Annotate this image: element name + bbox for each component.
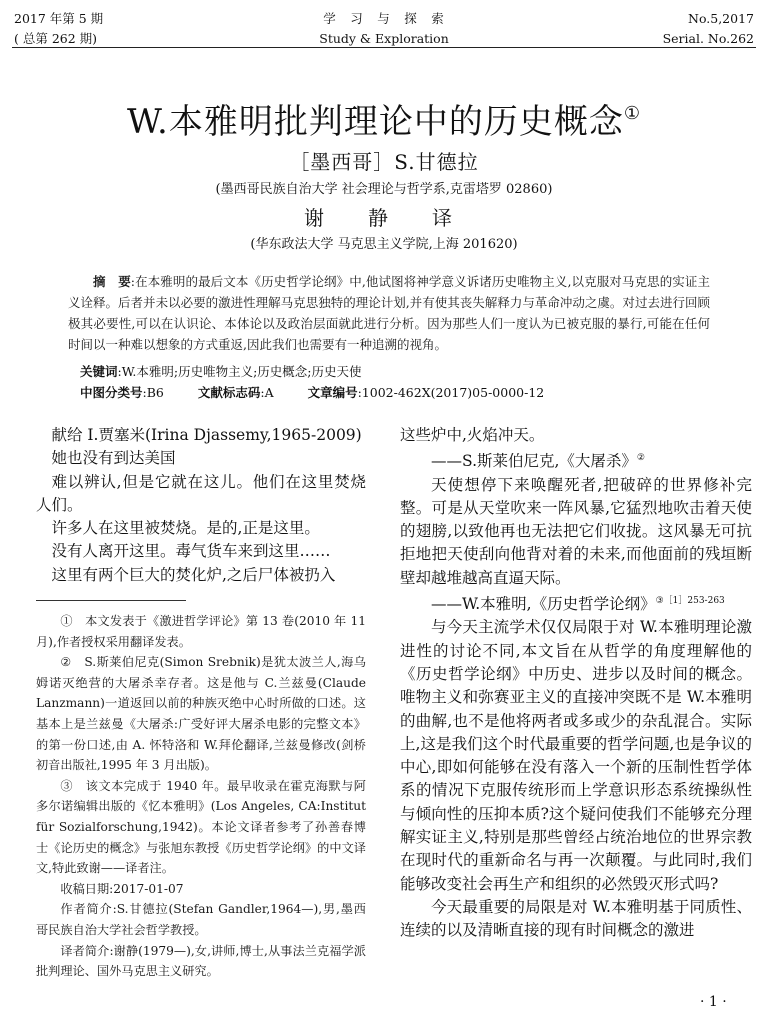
footnote-rule bbox=[36, 600, 186, 601]
received-date: 收稿日期:2017-01-07 bbox=[60, 881, 184, 896]
quote-attribution bbox=[400, 590, 752, 616]
journal-issue: 2017 年第 5 期 bbox=[14, 11, 104, 26]
poem-attribution bbox=[400, 447, 752, 473]
poem-line: 难以辨认,但是它就在这儿。他们在这里焚烧人们。 bbox=[36, 472, 366, 514]
left-column bbox=[36, 424, 366, 587]
journal-name-english: Study & Exploration bbox=[319, 31, 449, 46]
angel-quote: 天使想停下来唤醒死者,把破碎的世界修补完整。可是从天堂吹来一阵风暴,它猛烈地吹击着天使的翅膀,以致他再也无法把它们收拢。这风暴无可抗拒地把天使刮向他背对着的未来,而他面前的残垣断壁却越堆越高直逼天际。 bbox=[400, 475, 752, 587]
classification-line bbox=[80, 382, 544, 403]
header-rule bbox=[12, 47, 756, 48]
article-title-text: W.本雅明批判理论中的历史概念 bbox=[127, 102, 624, 142]
dedication: 献给 I.贾塞米(Irina Djassemy,1965-2009) bbox=[51, 426, 362, 444]
article-title bbox=[0, 92, 768, 144]
author-name: ［墨西哥］S.甘德拉 bbox=[289, 150, 479, 174]
article-number-label: 文章编号 bbox=[307, 385, 358, 400]
journal-serial-number: Serial. No.262 bbox=[662, 31, 754, 46]
journal-serial: ( 总第 262 期) bbox=[14, 31, 98, 46]
keywords-text: :W.本雅明;历史唯物主义;历史概念;历史天使 bbox=[117, 364, 362, 379]
footnote-2: ② S.斯莱伯尼克(Simon Srebnik)是犹太波兰人,海乌姆诺灭绝营的大屠杀幸存者。这是他与 C.兰兹曼(Claude Lanzmann)一道返回以前的种族灭绝中心时所做的口述。这基本上是兰兹曼《大屠杀:广受好评大屠杀电影的完整文本》的第一份口述,由 A. 怀特洛和 W.拜伦翻译,兰兹曼修改(剑桥初音出版社,1995 年 3 月出版)。 bbox=[36, 655, 366, 773]
doc-code-label: 文献标志码 bbox=[197, 385, 261, 400]
poem-line: 许多人在这里被焚烧。是的,正是这里。 bbox=[51, 519, 320, 538]
quote-attribution-text: ——W.本雅明,《历史哲学论纲》 bbox=[431, 595, 656, 614]
page-number: · 1 · bbox=[700, 994, 727, 1010]
abstract bbox=[68, 271, 710, 355]
keywords bbox=[80, 361, 362, 382]
keywords-label: 关键词 bbox=[80, 364, 118, 379]
author-bio: 作者简介:S.甘德拉(Stefan Gandler,1964—),男,墨西哥民族自治大学社会哲学教授。 bbox=[36, 902, 366, 937]
right-column bbox=[400, 424, 752, 943]
poem-attribution-text: ——S.斯莱伯尼克,《大屠杀》 bbox=[431, 452, 637, 471]
poem-line: 她也没有到达美国 bbox=[51, 449, 176, 468]
poem-line: 这里有两个巨大的焚化炉,之后尸体被扔入 bbox=[51, 565, 336, 584]
body-paragraph: 今天最重要的局限是对 W.本雅明基于同质性、连续的以及清晰直接的现有时间概念的激进 bbox=[400, 897, 752, 940]
abstract-text: :在本雅明的最后文本《历史哲学论纲》中,他试图将神学意义诉诸历史唯物主义,以克服对马克思的实证主义诠释。后者并未以必要的激进性理解马克思独特的理论计划,并有使其丧失解释力与革命冲动之虞。对过去进行回顾极其必要性,可以在认识论、本体论以及政治层面就此进行分析。因为那些人们一度认为已被克服的暴行,可能在任何时间以一种难以想象的方式重返,因此我们也需要有一种追溯的视角。 bbox=[68, 274, 710, 352]
footnotes bbox=[36, 611, 366, 982]
journal-name: 学 习 与 探 索 bbox=[323, 11, 445, 26]
clc-value: :B6 bbox=[142, 385, 164, 400]
clc-label: 中图分类号 bbox=[80, 385, 143, 400]
footnote-3: ③ 该文本完成于 1940 年。最早收录在霍克海默与阿多尔诺编辑出版的《忆本雅明》(Los Angeles, CA:Institut für Sozialforschung,1942)。本论文译者参考了孙善春博士《论历史的概念》与张旭东教授《历史哲学论纲》的中文译文,特此致谢——译者注。 bbox=[36, 778, 366, 876]
poem-line: 没有人离开这里。毒气货车来到这里…… bbox=[51, 542, 331, 561]
translator-bio: 译者简介:谢静(1979—),女,讲师,博士,从事法兰克福学派批判理论、国外马克思主义研究。 bbox=[36, 943, 366, 979]
quote-attribution-marker: ③［1］253-263 bbox=[655, 596, 725, 607]
translator-affiliation: (华东政法大学 马克思主义学院,上海 201620) bbox=[250, 237, 518, 252]
translator-name: 谢 静 译 bbox=[304, 206, 464, 230]
poem-attribution-marker: ② bbox=[636, 453, 645, 464]
poem-end: 这些炉中,火焰冲天。 bbox=[400, 426, 545, 444]
doc-code-value: :A bbox=[260, 385, 274, 400]
abstract-label: 摘 要 bbox=[93, 274, 131, 289]
author-affiliation: (墨西哥民族自治大学 社会理论与哲学系,克雷塔罗 02860) bbox=[215, 182, 553, 197]
footnote-1: ① 本文发表于《激进哲学评论》第 13 卷(2010 年 11 月),作者授权采用翻译发表。 bbox=[36, 614, 366, 649]
title-footnote-marker: ① bbox=[623, 103, 641, 124]
journal-number: No.5,2017 bbox=[688, 11, 754, 26]
body-paragraph: 与今天主流学术仅仅局限于对 W.本雅明理论激进性的讨论不同,本文旨在从哲学的角度理解他的《历史哲学论纲》中历史、进步以及时间的概念。唯物主义和弥赛亚主义的直接冲突既不是 W.本雅明的曲解,也不是他将两者或多或少的杂乱混合。实际上,这是我们这个时代最重要的哲学问题,也是争议的中心,即如何能够在没有落入一个新的压制性哲学体系的情况下克服传统形而上学意识形态系统操纵性与倾向性的压抑本质?这个疑问使我们不能够充分理解实证主义,特别是那些曾经占统治地位的世界宗教在现时代的重新命名与再一次颠覆。与此同时,我们能够改变社会再生产和组织的必然毁灭形式吗? bbox=[400, 618, 752, 893]
article-number-value: :1002-462X(2017)05-0000-12 bbox=[357, 385, 545, 400]
